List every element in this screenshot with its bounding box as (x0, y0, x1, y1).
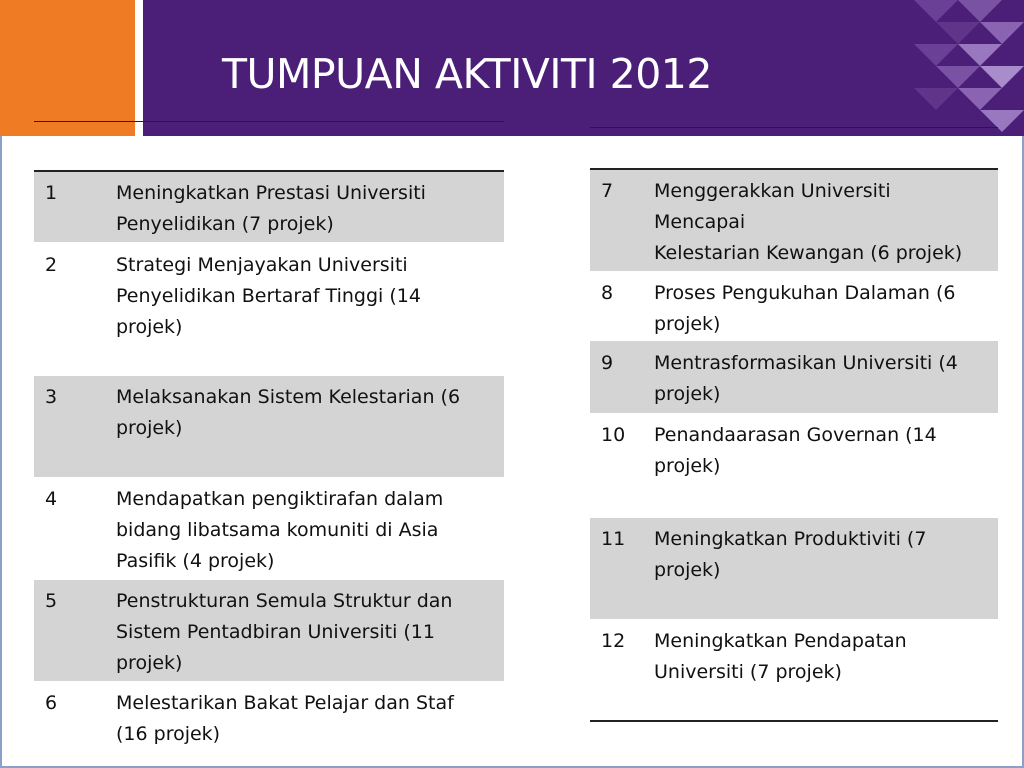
row-text: Mendapatkan pengiktirafan dalam bidang libatsama komuniti di Asia Pasifik (4 projek) (116, 488, 444, 572)
table-row (34, 681, 504, 753)
table-row (590, 341, 998, 413)
accent-divider (135, 0, 143, 136)
row-text: Meningkatkan Pendapatan Universiti (7 projek) (654, 630, 907, 683)
row-text: Menggerakkan Universiti Mencapai Kelestarian Kewangan (6 projek) (654, 180, 963, 264)
table-row (590, 170, 998, 271)
table-row (34, 580, 504, 681)
row-number: 12 (601, 630, 626, 652)
table-row (34, 242, 504, 376)
row-text: Melestarikan Bakat Pelajar dan Staf (16 projek) (116, 692, 454, 745)
row-text: Proses Pengukuhan Dalaman (6 projek) (654, 282, 956, 335)
title-underline-left (34, 121, 504, 122)
row-text: Mentrasformasikan Universiti (4 projek) (654, 352, 958, 405)
title-underline-right (590, 127, 998, 128)
row-text: Melaksanakan Sistem Kelestarian (6 projek) (116, 386, 461, 439)
table-row (590, 271, 998, 341)
table-row (590, 413, 998, 518)
table-row (34, 172, 504, 242)
slide-header (0, 0, 1024, 136)
table-row (34, 477, 504, 580)
orange-accent-bar (0, 0, 135, 136)
row-number: 7 (601, 180, 614, 202)
row-number: 1 (45, 182, 58, 204)
row-number: 6 (45, 692, 58, 714)
row-number: 8 (601, 282, 614, 304)
row-text: Meningkatkan Prestasi Universiti Penyelidikan (7 projek) (116, 182, 426, 235)
triangle-pattern-decoration (914, 0, 1024, 136)
row-number: 11 (601, 528, 626, 550)
row-text: Meningkatkan Produktiviti (7 projek) (654, 528, 927, 581)
row-number: 3 (45, 386, 58, 408)
row-text: Strategi Menjayakan Universiti Penyelidikan Bertaraf Tinggi (14 projek) (116, 254, 421, 338)
row-number: 10 (601, 424, 626, 446)
row-number: 5 (45, 590, 58, 612)
row-number: 2 (45, 254, 58, 276)
table-row (590, 518, 998, 619)
row-number: 9 (601, 352, 614, 374)
table-row (590, 619, 998, 720)
slide-title: TUMPUAN AKTIVITI 2012 (222, 50, 712, 98)
table-row (34, 376, 504, 477)
right-table-bottom-rule (590, 720, 998, 722)
row-number: 4 (45, 488, 58, 510)
row-text: Penstrukturan Semula Struktur dan Sistem Pentadbiran Universiti (11 projek) (116, 590, 453, 674)
row-text: Penandaarasan Governan (14 projek) (654, 424, 937, 477)
